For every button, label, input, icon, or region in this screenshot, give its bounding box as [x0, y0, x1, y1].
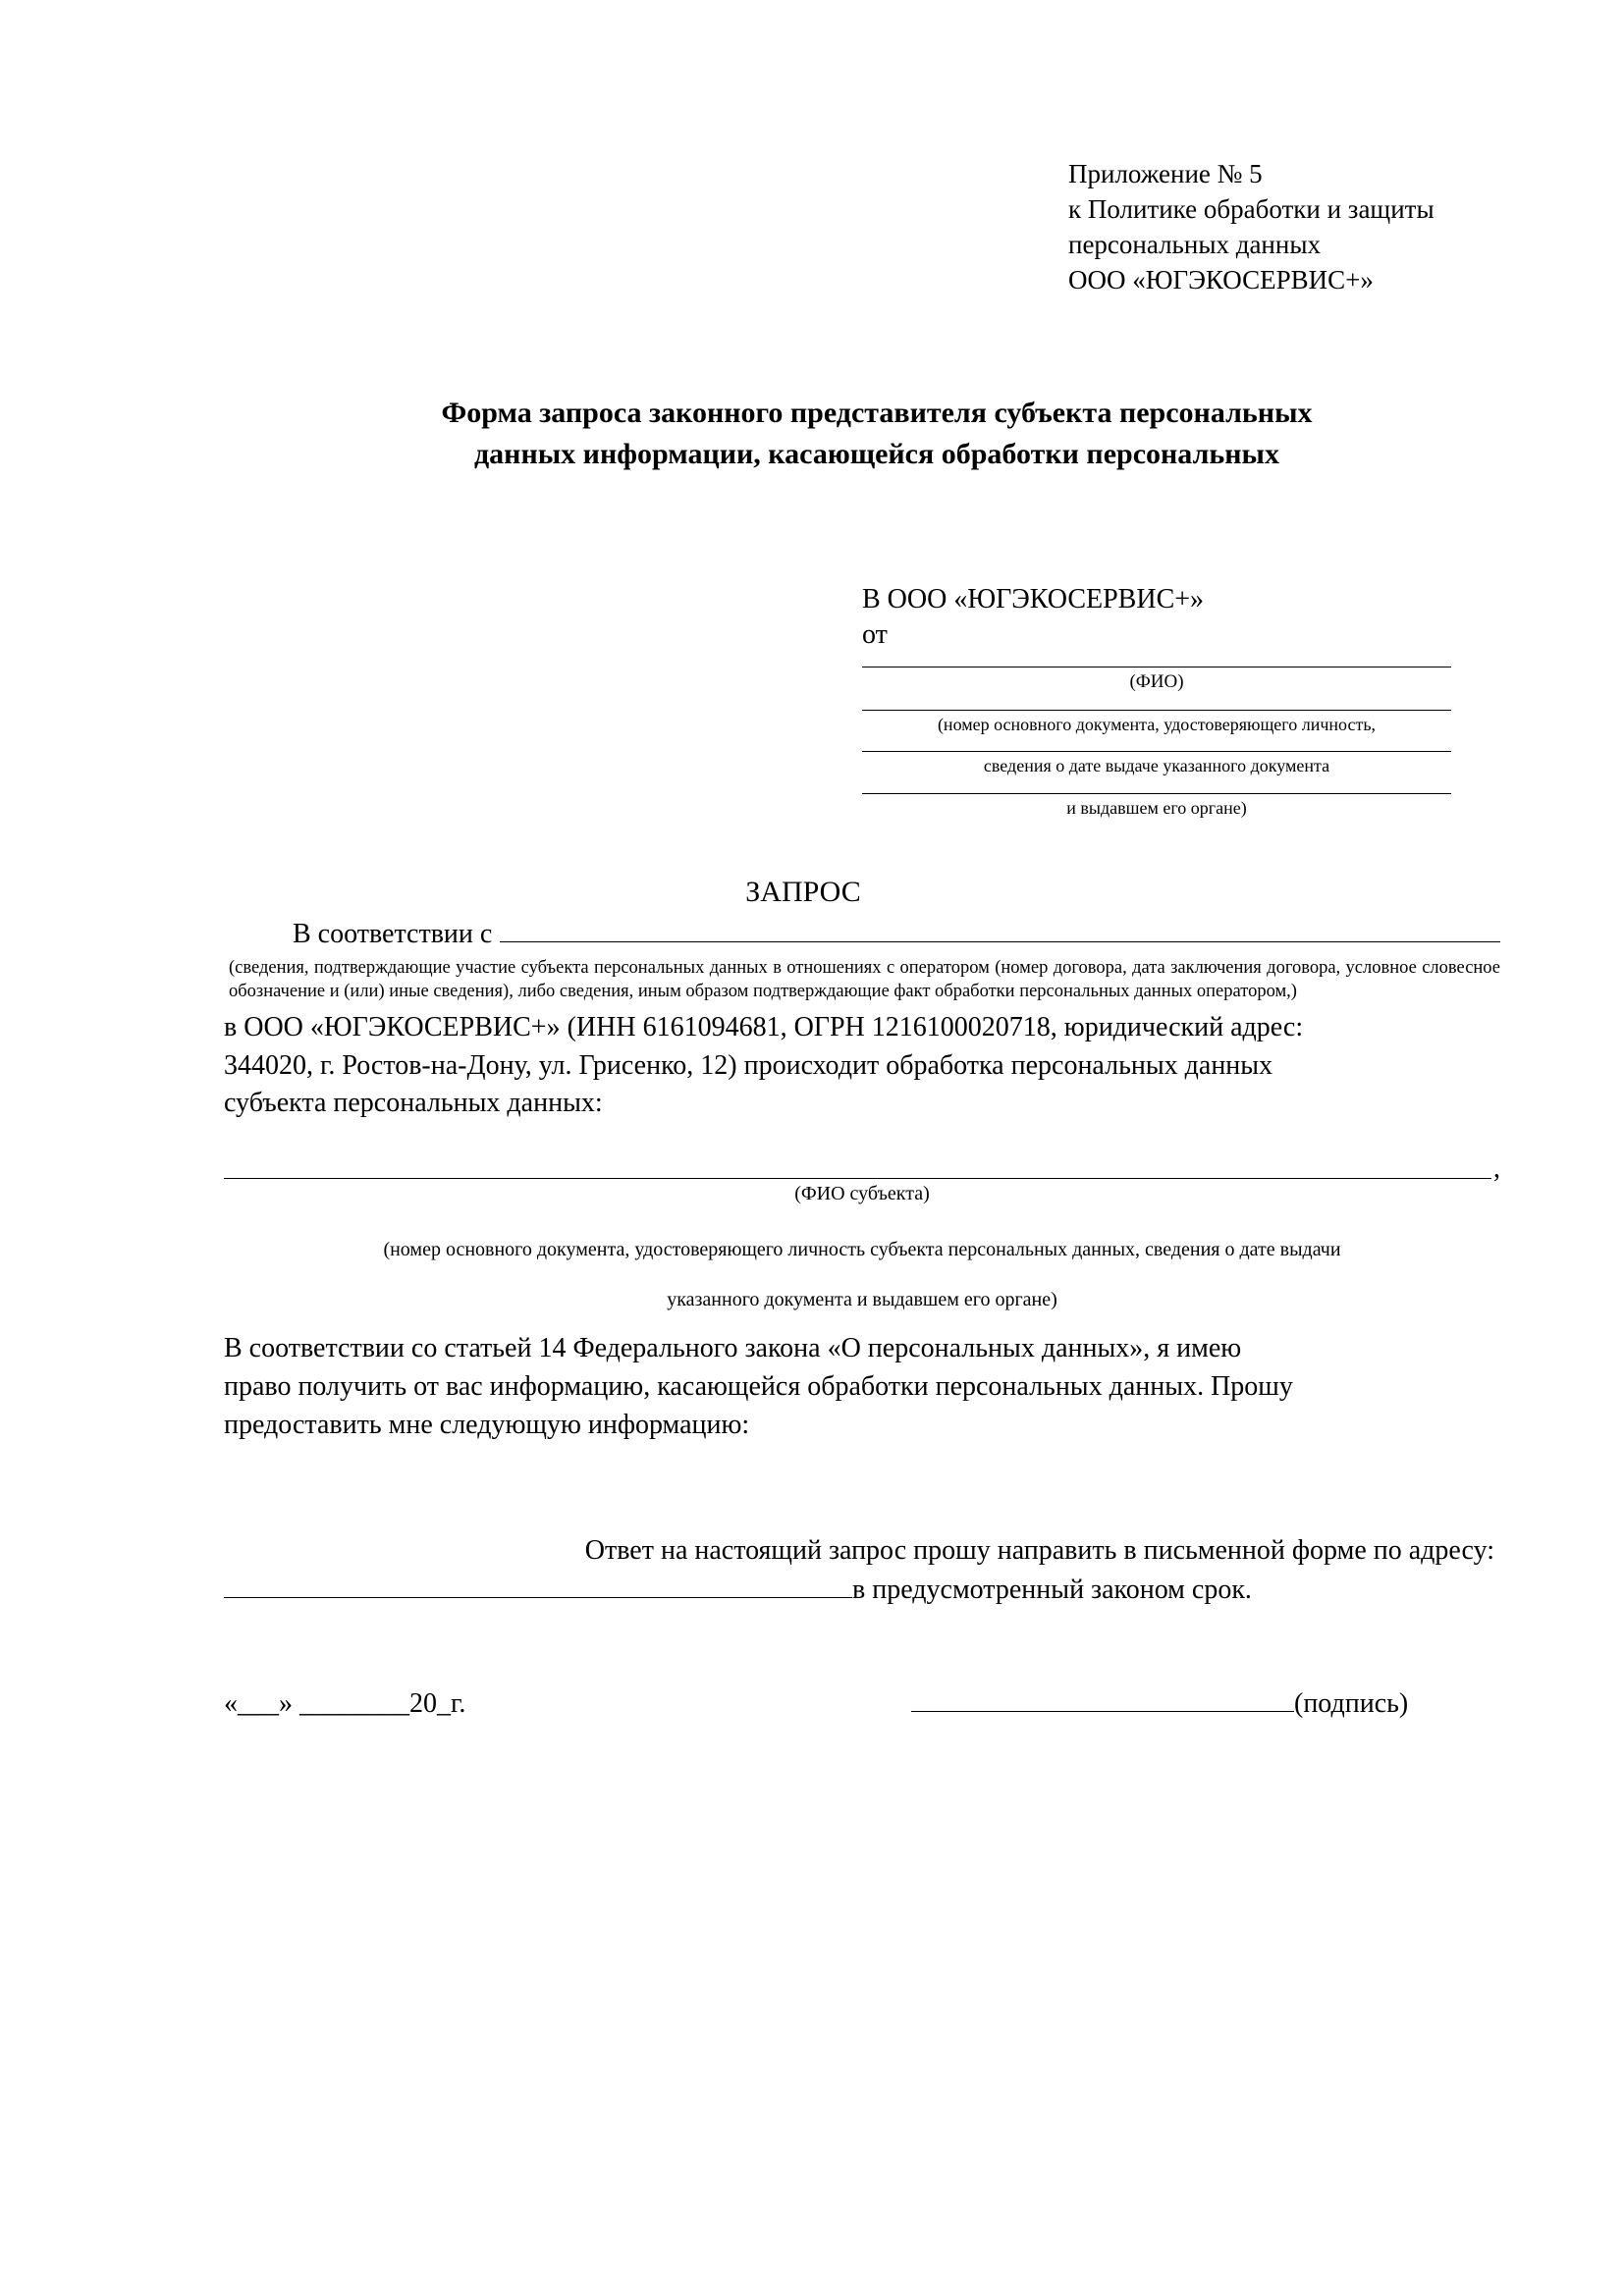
document-issuer-caption: и выдавшем его органе): [1066, 797, 1247, 818]
subject-document-caption-line-2: указанного документа и выдавшем его органе): [667, 1289, 1057, 1311]
appendix-line-3: персональных данных: [1068, 229, 1321, 259]
appendix-line-4: ООО «ЮГЭКОСЕРВИС+»: [1068, 264, 1374, 294]
operator-paragraph: [224, 1009, 1500, 1123]
appendix-line-2: к Политике обработки и защиты: [1068, 193, 1435, 224]
document-content: [224, 0, 1500, 1720]
subject-fio-row: [224, 1153, 1500, 1185]
page-title-line-1: Форма запроса законного представителя субъекта персональных: [441, 396, 1313, 429]
signature-input-rule[interactable]: [911, 1689, 1294, 1712]
document-date-caption: сведения о дате выдаче указанного документа: [983, 756, 1330, 776]
signature-caption: (подпись): [1294, 1687, 1409, 1719]
answer-address-tail: в предусмотренный законом срок.: [852, 1574, 1252, 1605]
subject-fio-comma: ,: [1493, 1153, 1500, 1185]
subject-fio-caption: (ФИО субъекта): [794, 1183, 930, 1205]
in-accordance-row: [224, 919, 1500, 950]
addressee-organization: В ООО «ЮГЭКОСЕРВИС+»: [862, 583, 1205, 614]
document-issuer-rule[interactable]: [862, 793, 1451, 794]
appendix-line-1: Приложение № 5: [1068, 159, 1263, 188]
appendix-header: [1068, 157, 1500, 298]
request-heading: ЗАПРОС: [745, 876, 861, 909]
law-paragraph: [224, 1329, 1500, 1445]
law-paragraph-line-2: право получить от вас информацию, касающейся обработки персональных данных. Прошу: [224, 1371, 1293, 1403]
answer-address-block: [224, 1535, 1500, 1606]
answer-address-line-2: [224, 1575, 1500, 1606]
document-date-rule[interactable]: [862, 751, 1451, 752]
page-title-line-2: данных информации, касающейся обработки персональных: [474, 438, 1279, 471]
in-accordance-label: В соответствии с: [293, 919, 493, 950]
answer-address-line-1: Ответ на настоящий запрос прошу направить в письменной форме по адресу:: [584, 1534, 1494, 1566]
date-field[interactable]: «___» ________20_г.: [224, 1687, 466, 1719]
in-accordance-input-rule[interactable]: [500, 920, 1500, 942]
document-number-caption: (номер основного документа, удостоверяющего личность,: [937, 714, 1377, 734]
subject-fio-input-rule[interactable]: [224, 1158, 1491, 1179]
addressee-from-label: от: [862, 618, 888, 650]
fio-caption: (ФИО): [1129, 670, 1184, 692]
subject-document-caption-line-1: (номер основного документа, удостоверяющего личность субъекта персональных данных, сведения о дате выдачи: [383, 1239, 1341, 1261]
page-title: [224, 393, 1500, 476]
answer-address-input-rule[interactable]: [224, 1575, 852, 1598]
operator-paragraph-line-1: в ООО «ЮГЭКОСЕРВИС+» (ИНН 6161094681, ОГРН 1216100020718, юридический адрес:: [224, 1012, 1304, 1043]
law-paragraph-line-3: предоставить мне следующую информацию:: [224, 1410, 750, 1441]
document-number-rule[interactable]: [862, 710, 1451, 711]
law-paragraph-line-1: В соответствии со статьей 14 Федерального закона «О персональных данных», я имею: [224, 1333, 1242, 1364]
in-accordance-fineprint: (сведения, подтверждающие участие субъекта персональных данных в отношениях с оператором (номер договора, дата заключения договора, условное словесное обозначение и (или) иные сведения), либо сведения, иным образом подтверждающие факт обработки персональных данных оператором,): [229, 958, 1500, 1002]
operator-paragraph-line-3: субъекта персональных данных:: [224, 1088, 603, 1119]
addressee-block: [862, 584, 1451, 819]
operator-paragraph-line-2: 344020, г. Ростов-на-Дону, ул. Грисенко, 12) происходит обработка персональных данных: [224, 1049, 1273, 1081]
signature-row: [224, 1688, 1500, 1720]
